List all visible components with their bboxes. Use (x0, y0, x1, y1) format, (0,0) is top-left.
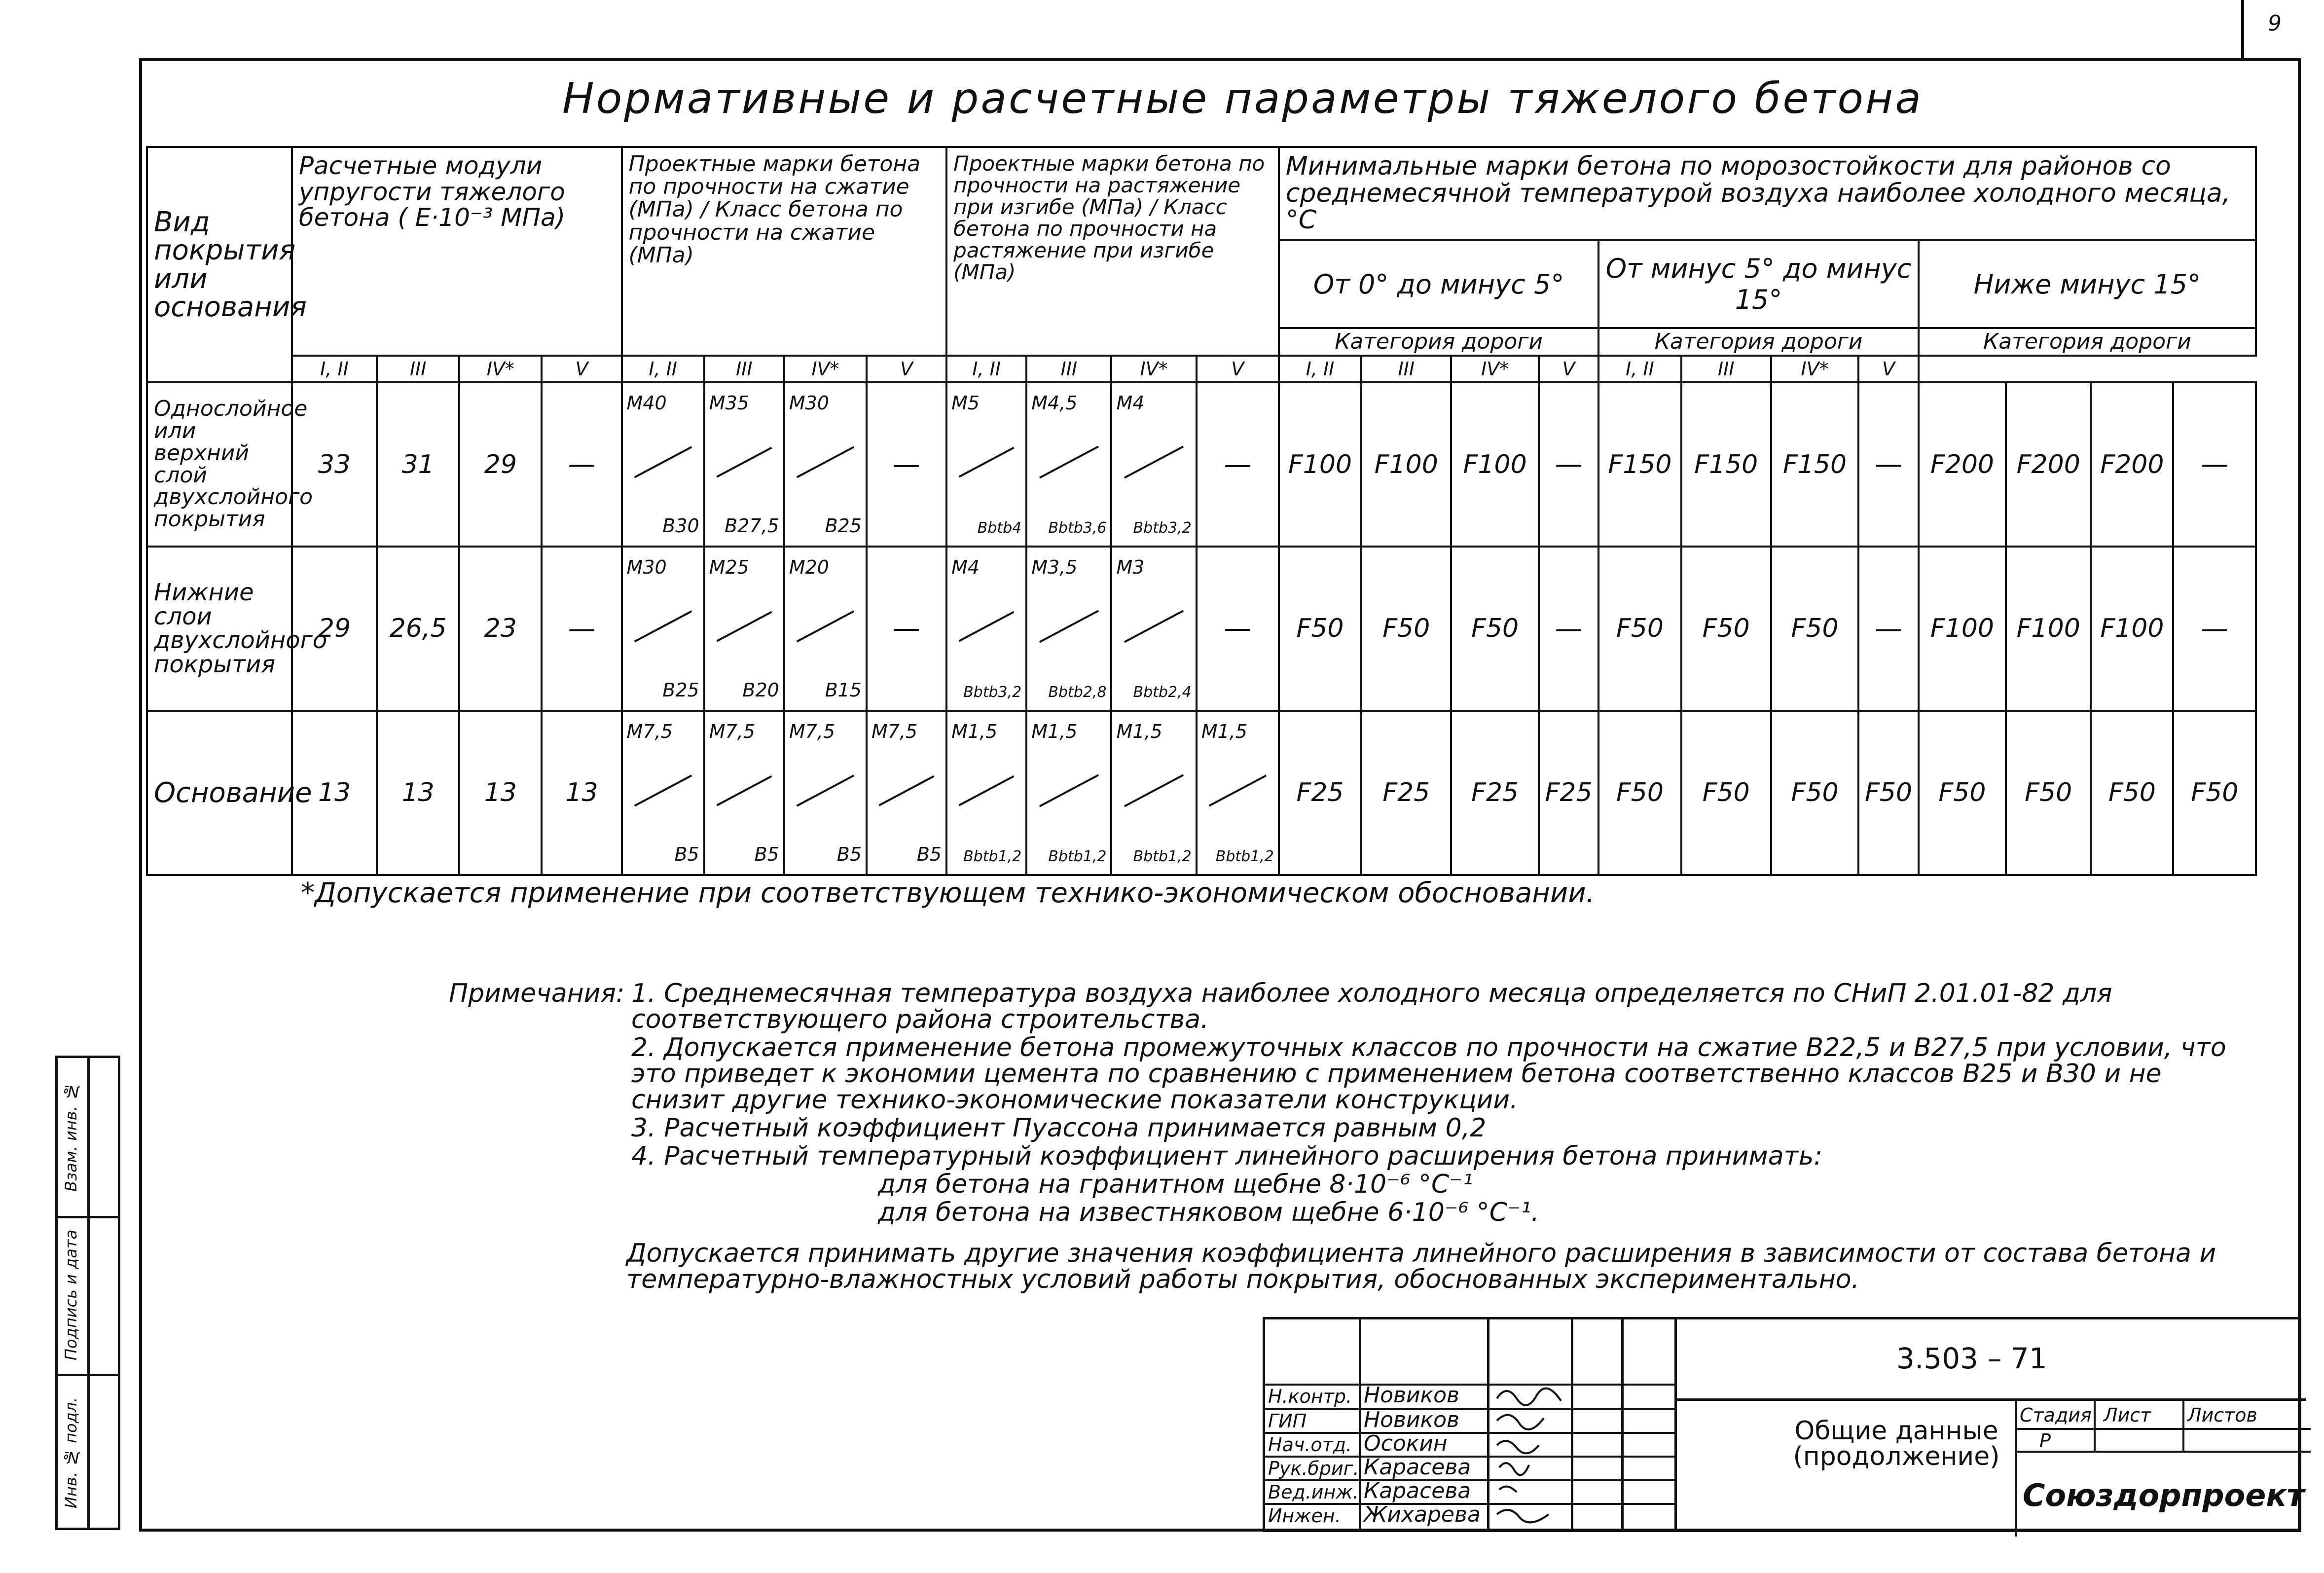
tens-grade-cell: М1,5 Вbtb1,2 (946, 711, 1026, 875)
modulus-cell: 13 (292, 711, 377, 875)
category-label: Категория дороги (1598, 328, 1918, 355)
comp-grade-cell: М7,5 В5 (867, 711, 946, 875)
frost-cell: F100 (1279, 382, 1361, 547)
category-label: Категория дороги (1919, 328, 2256, 355)
sub-cat: V (542, 356, 621, 382)
margin-stamp (55, 1056, 120, 1530)
doc-name: Общие данные (продолжение) (1793, 1416, 2000, 1471)
tens-grade-cell: М3 Вbtb2,4 (1111, 547, 1196, 711)
tens-grade-cell: М1,5 Вbtb1,2 (1026, 711, 1111, 875)
frost-cell: F150 (1681, 382, 1771, 547)
header-compressive: Проектные марки бетона по прочности на сжатие (МПа) / Класс бетона по прочности на сжатие (МПа) (622, 147, 947, 356)
frost-cell: F200 (2006, 382, 2091, 547)
frost-cell: F200 (1919, 382, 2006, 547)
table-row (147, 711, 2256, 875)
header-tensile: Проектные марки бетона по прочности на растяжение при изгибе (МПа) / Класс бетона по прочности на растяжение при изгибе (МПа) (946, 147, 1279, 356)
frost-cell: F150 (1771, 382, 1858, 547)
person-name: Карасева (1364, 1455, 1471, 1480)
frost-cell: — (1858, 382, 1919, 547)
sub-cat: I, II (622, 356, 704, 382)
tens-grade-cell: М4 Вbtb3,2 (946, 547, 1026, 711)
category-label: Категория дороги (1279, 328, 1598, 355)
comp-grade-cell: М35 В27,5 (704, 382, 784, 547)
sign-date-label: Подпись и дата (62, 1229, 80, 1360)
sub-cat: V (1858, 356, 1919, 382)
sub-cat: III (377, 356, 459, 382)
person-name: Карасева (1364, 1478, 1471, 1503)
modulus-cell: — (542, 547, 621, 711)
frost-cell: F50 (1919, 711, 2006, 875)
note-item: для бетона на гранитном щебне 8·10⁻⁶ °С⁻¹ (878, 1170, 1473, 1200)
frost-cell: F50 (1451, 547, 1538, 711)
sub-cat: III (704, 356, 784, 382)
sub-cat: IV* (1771, 356, 1858, 382)
modulus-cell: — (542, 382, 621, 547)
note-item: 1. Среднемесячная температура воздуха наиболее холодного месяца определяется по СНиП 2.01.01-82 для соответствующего района строительства. (631, 979, 2112, 1035)
frost-cell: F50 (1681, 547, 1771, 711)
modulus-cell: 23 (459, 547, 542, 711)
person-name: Новиков (1364, 1383, 1459, 1408)
role-label: Рук.бриг. (1268, 1458, 1359, 1479)
frost-cell: F50 (2006, 711, 2091, 875)
frost-cell: F50 (1771, 711, 1858, 875)
comp-grade-cell: М20 В15 (784, 547, 867, 711)
comp-grade-cell: — (867, 547, 946, 711)
frost-cell: F25 (1279, 711, 1361, 875)
doc-code: 3.503 – 71 (1896, 1342, 2047, 1375)
signature-scribbles (1492, 1384, 1571, 1532)
row-label: Нижние слои двухслойного покрытия (147, 547, 292, 711)
header-pavement-type: Вид покрытия или основания (147, 147, 292, 382)
modulus-cell: 29 (459, 382, 542, 547)
frost-cell: F50 (1858, 711, 1919, 875)
zone-2: От минус 5° до минус 15° (1598, 240, 1918, 328)
sub-cat: III (1026, 356, 1111, 382)
frost-cell: F200 (2091, 382, 2173, 547)
frost-cell: F25 (1539, 711, 1599, 875)
person-name: Новиков (1364, 1407, 1459, 1432)
frost-cell: F100 (2006, 547, 2091, 711)
role-label: Вед.инж. (1268, 1481, 1359, 1503)
table-row (147, 547, 2256, 711)
comp-grade-cell: М7,5 В5 (622, 711, 704, 875)
comp-grade-cell: М30 В25 (622, 547, 704, 711)
frost-cell: F50 (2091, 711, 2173, 875)
comp-grade-cell: М7,5 В5 (784, 711, 867, 875)
frost-cell: — (1539, 547, 1599, 711)
modulus-cell: 13 (459, 711, 542, 875)
modulus-cell: 31 (377, 382, 459, 547)
comp-grade-cell: — (867, 382, 946, 547)
sub-cat: IV* (1451, 356, 1538, 382)
person-name: Осокин (1364, 1431, 1448, 1456)
row-label: Основание (147, 711, 292, 875)
sub-cat: I, II (1279, 356, 1361, 382)
page-title: Нормативные и расчетные параметры тяжелого бетона (562, 74, 1923, 123)
sub-cat: IV* (784, 356, 867, 382)
frost-cell: F100 (1451, 382, 1538, 547)
sub-cat: IV* (459, 356, 542, 382)
sub-cat: V (867, 356, 946, 382)
sheet-number: 9 (2268, 11, 2282, 36)
modulus-cell: 13 (542, 711, 621, 875)
sub-cat: V (1197, 356, 1279, 382)
tens-grade-cell: — (1197, 547, 1279, 711)
frost-cell: F100 (1361, 382, 1451, 547)
role-label: Н.контр. (1268, 1386, 1352, 1407)
organization: Союздорпроект (2023, 1477, 2305, 1513)
sub-cat: I, II (1598, 356, 1681, 382)
frost-cell: F25 (1451, 711, 1538, 875)
frost-cell: F50 (1361, 547, 1451, 711)
role-label: Инжен. (1268, 1505, 1341, 1527)
frost-cell: F50 (1771, 547, 1858, 711)
sub-cat: I, II (292, 356, 377, 382)
comp-grade-cell: М40 В30 (622, 382, 704, 547)
tens-grade-cell: М4,5 Вbtb3,6 (1026, 382, 1111, 547)
tens-grade-cell: — (1197, 382, 1279, 547)
sub-cat: IV* (1111, 356, 1196, 382)
person-name: Жихарева (1364, 1502, 1481, 1527)
frost-cell: F50 (1598, 547, 1681, 711)
note-item: 4. Расчетный температурный коэффициент линейного расширения бетона принимать: (631, 1141, 1823, 1171)
sub-cat: I, II (946, 356, 1026, 382)
zone-1: От 0° до минус 5° (1279, 240, 1598, 328)
header-frost: Минимальные марки бетона по морозостойкости для районов со среднемесячной температурой воздуха наиболее холодного месяца, °С (1279, 147, 2256, 240)
role-label: ГИП (1268, 1410, 1307, 1432)
tens-grade-cell: М1,5 Вbtb1,2 (1197, 711, 1279, 875)
frost-cell: F50 (1681, 711, 1771, 875)
frost-cell: — (1858, 547, 1919, 711)
replace-inv-label: Взам. инв. № (62, 1082, 80, 1192)
margin-tick (2241, 0, 2244, 59)
frost-cell: F150 (1598, 382, 1681, 547)
comp-grade-cell: М7,5 В5 (704, 711, 784, 875)
sub-cat: V (1539, 356, 1599, 382)
notes-label: Примечания: (449, 979, 625, 1008)
stage-label: Стадия (2020, 1404, 2092, 1426)
modulus-cell: 33 (292, 382, 377, 547)
role-label: Нач.отд. (1268, 1434, 1352, 1456)
notes-block (449, 979, 2234, 1295)
sheet-label: Лист (2104, 1404, 2151, 1426)
frost-cell: — (2173, 382, 2256, 547)
footnote: *Допускается применение при соответствующем технико-экономическом обосновании. (301, 877, 1595, 909)
note-item: Допускается принимать другие значения коэффициента линейного расширения в зависимости от состава бетона и температурно-влажностных условий работы покрытия, обоснованных экспериментально. (626, 1239, 2216, 1295)
frost-cell: F100 (2091, 547, 2173, 711)
zone-3: Ниже минус 15° (1919, 240, 2256, 328)
note-item: для бетона на известняковом щебне 6·10⁻⁶ °С⁻¹. (878, 1198, 1539, 1228)
concrete-parameters-table (146, 146, 2257, 876)
frost-cell: — (1539, 382, 1599, 547)
frost-cell: F25 (1361, 711, 1451, 875)
sub-cat: III (1361, 356, 1451, 382)
table-row (147, 382, 2256, 547)
title-block (1263, 1317, 2305, 1532)
comp-grade-cell: М30 В25 (784, 382, 867, 547)
note-item: 3. Расчетный коэффициент Пуассона принимается равным 0,2 (631, 1113, 1487, 1143)
row-label: Однослойное или верхний слой двухслойного покрытия (147, 382, 292, 547)
sub-cat: III (1681, 356, 1771, 382)
modulus-cell: 29 (292, 547, 377, 711)
frost-cell: F50 (2173, 711, 2256, 875)
modulus-cell: 13 (377, 711, 459, 875)
frost-cell: F50 (1279, 547, 1361, 711)
stage-value: Р (2039, 1430, 2051, 1452)
tens-grade-cell: М5 Вbtb4 (946, 382, 1026, 547)
tens-grade-cell: М1,5 Вbtb1,2 (1111, 711, 1196, 875)
tens-grade-cell: М4 Вbtb3,2 (1111, 382, 1196, 547)
frost-cell: — (2173, 547, 2256, 711)
frost-cell: F100 (1919, 547, 2006, 711)
tens-grade-cell: М3,5 Вbtb2,8 (1026, 547, 1111, 711)
modulus-cell: 26,5 (377, 547, 459, 711)
frost-cell: F50 (1598, 711, 1681, 875)
comp-grade-cell: М25 В20 (704, 547, 784, 711)
inv-orig-label: Инв. № подл. (62, 1397, 80, 1508)
header-modulus: Расчетные модули упругости тяжелого бетона ( Е·10⁻³ МПа) (292, 147, 622, 356)
note-item: 2. Допускается применение бетона промежуточных классов по прочности на сжатие В22,5 и В27,5 при условии, что это приведет к экономии цемента по сравнению с применением бетона соответственно классов В25 и В30 и не снизит другие технико-экономические показатели конструкции. (631, 1033, 2226, 1115)
sheets-label: Листов (2187, 1404, 2257, 1426)
